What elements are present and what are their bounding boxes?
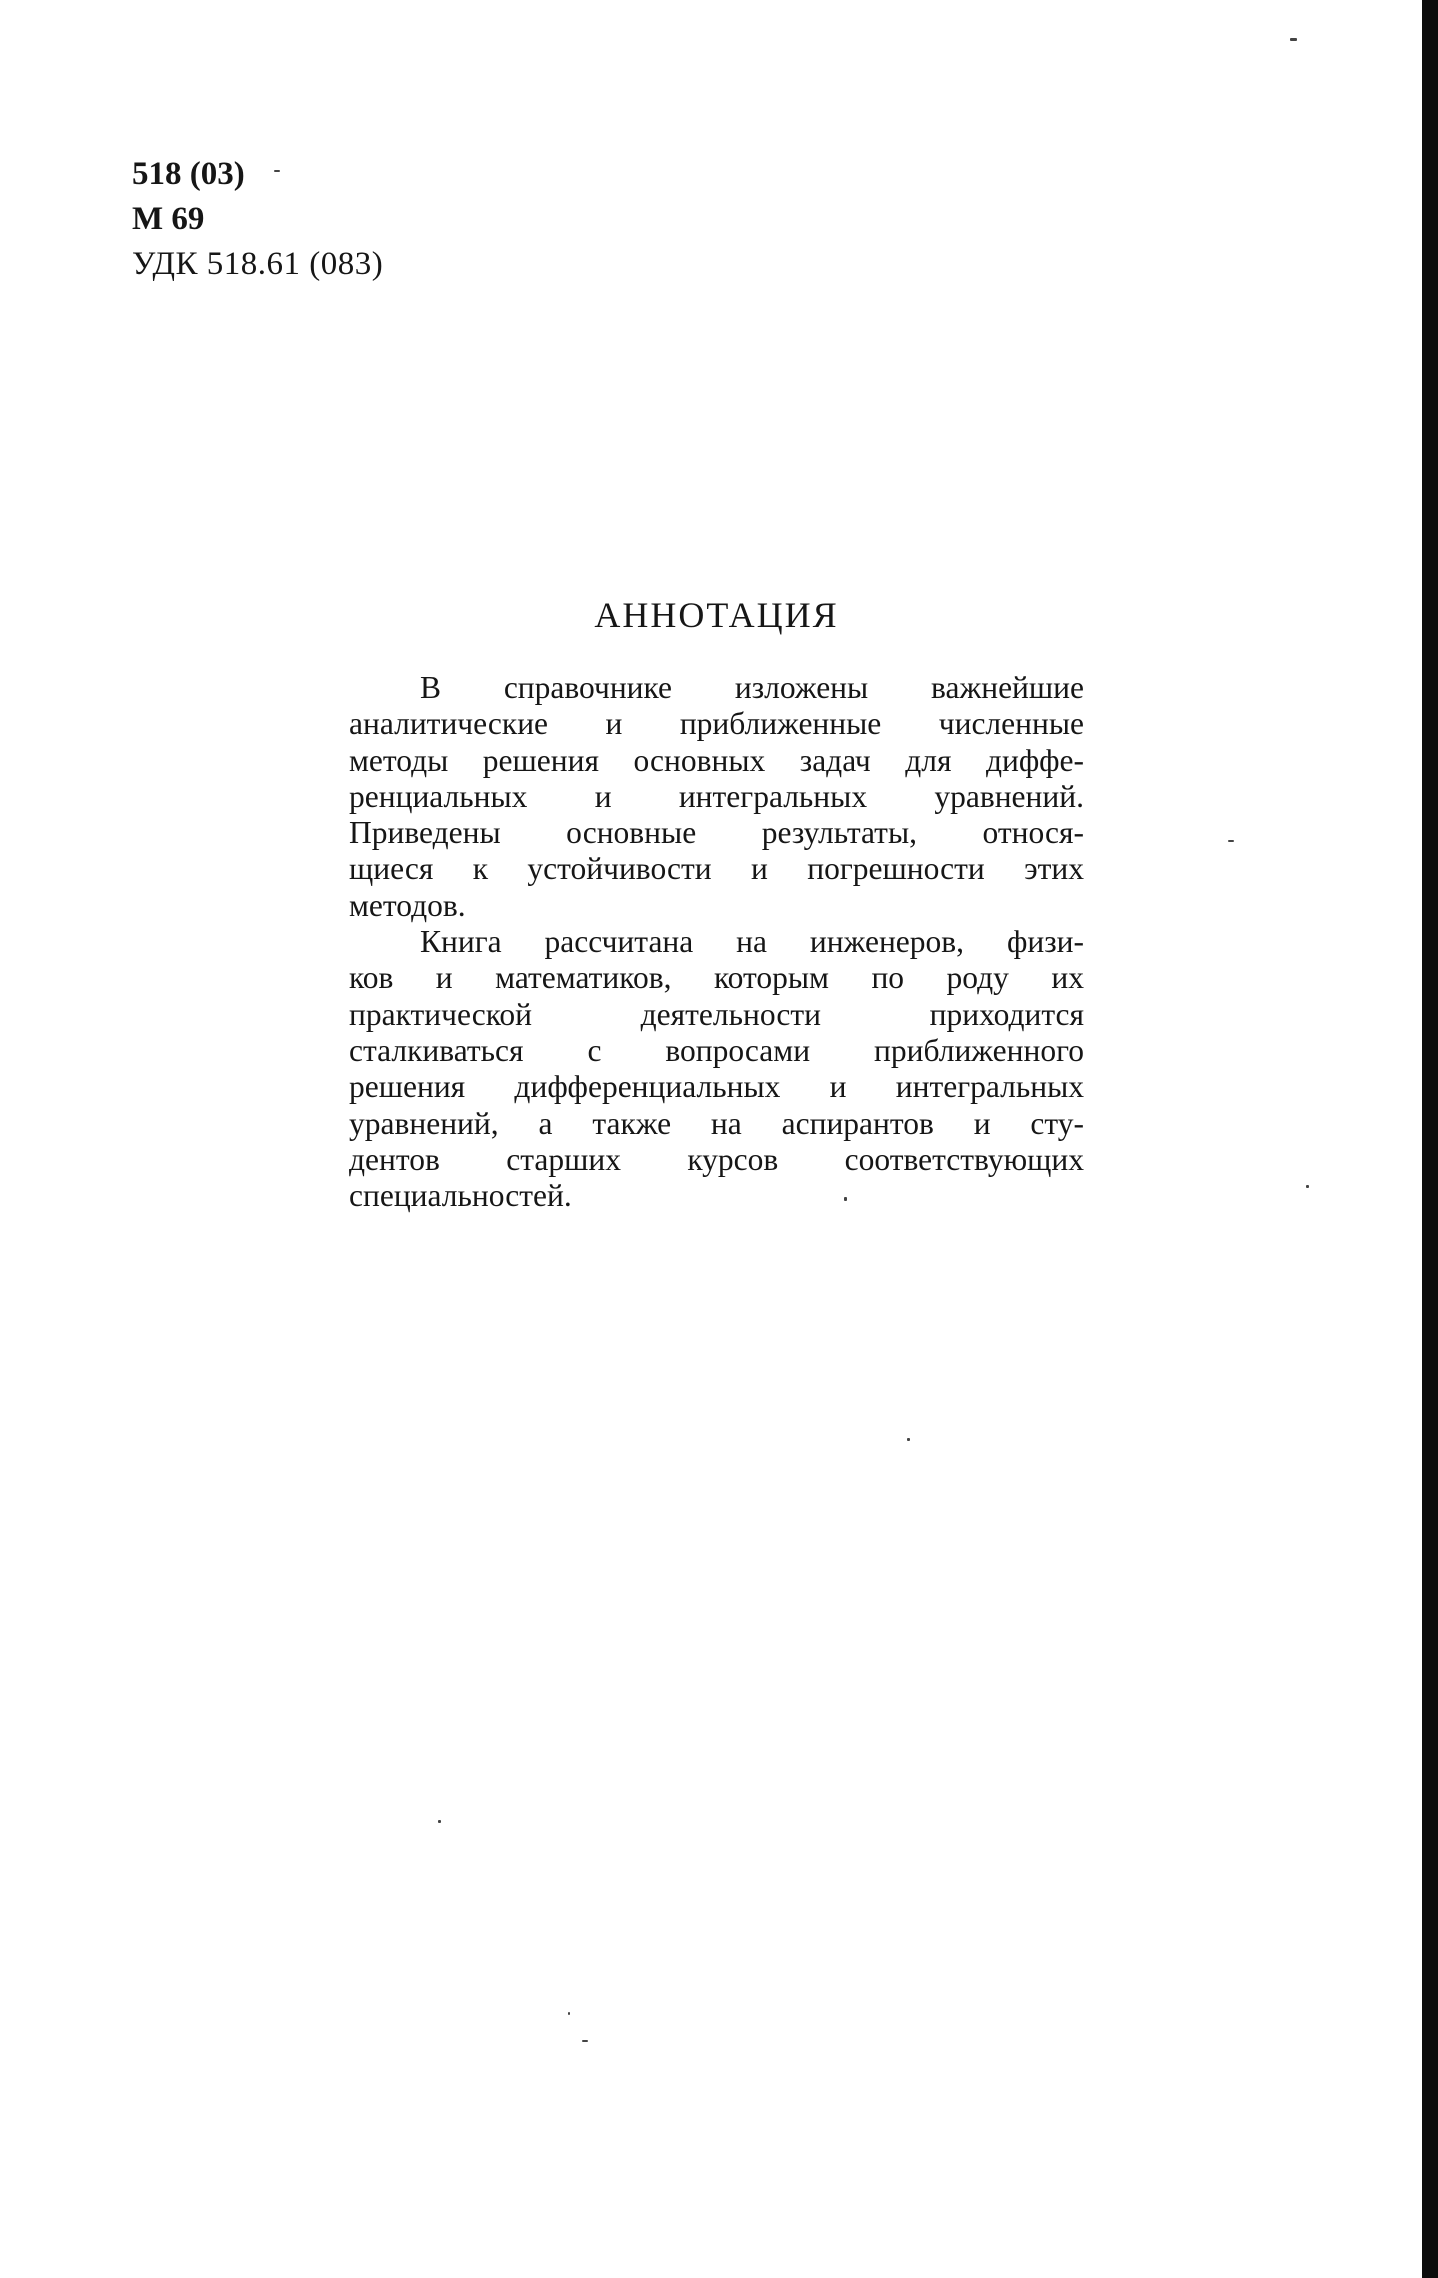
scan-speck — [1228, 840, 1234, 842]
author-mark: М 69 — [132, 201, 205, 237]
text-line: практической деятельности приходится — [349, 996, 1084, 1032]
text-line: уравнений, а также на аспирантов и сту- — [349, 1105, 1084, 1141]
text-line: аналитические и приближенные численные — [349, 706, 1084, 742]
text-line: Приведены основные результаты, относя- — [349, 815, 1084, 851]
page-edge-shadow — [1422, 0, 1438, 2278]
text-line: дентов старших курсов соответствующих — [349, 1141, 1084, 1177]
annotation-section — [349, 594, 1084, 1214]
text-line: В справочнике изложены важнейшие — [420, 670, 1084, 705]
annotation-heading: АННОТАЦИЯ — [594, 595, 839, 635]
library-classification — [132, 152, 383, 287]
udk-code: УДК 518.61 (083) — [132, 246, 384, 282]
text-line: специальностей. — [349, 1178, 572, 1214]
scan-speck — [568, 2012, 570, 2015]
scan-speck — [582, 2040, 588, 2042]
annotation-paragraph-2 — [349, 924, 1084, 1214]
text-line: Книга рассчитана на инженеров, физи- — [420, 924, 1084, 960]
scan-speck — [274, 170, 280, 172]
text-line: решения дифференциальных и интегральных — [349, 1069, 1084, 1105]
scan-speck — [844, 1197, 847, 1201]
text-line: ков и математиков, которым по роду их — [349, 960, 1084, 996]
scan-speck — [907, 1438, 910, 1441]
scan-speck — [1290, 38, 1297, 41]
text-line: методы решения основных задач для диффе- — [349, 742, 1084, 778]
text-line: методов. — [349, 887, 466, 923]
scan-speck — [438, 1820, 441, 1823]
text-line: сталкиваться с вопросами приближенного — [349, 1032, 1084, 1068]
text-line: щиеся к устойчивости и погрешности этих — [349, 851, 1084, 887]
text-line: ренциальных и интегральных уравнений. — [349, 778, 1084, 814]
scan-speck — [1306, 1185, 1309, 1188]
annotation-paragraph-1 — [349, 670, 1084, 924]
classification-code: 518 (03) — [132, 156, 245, 192]
